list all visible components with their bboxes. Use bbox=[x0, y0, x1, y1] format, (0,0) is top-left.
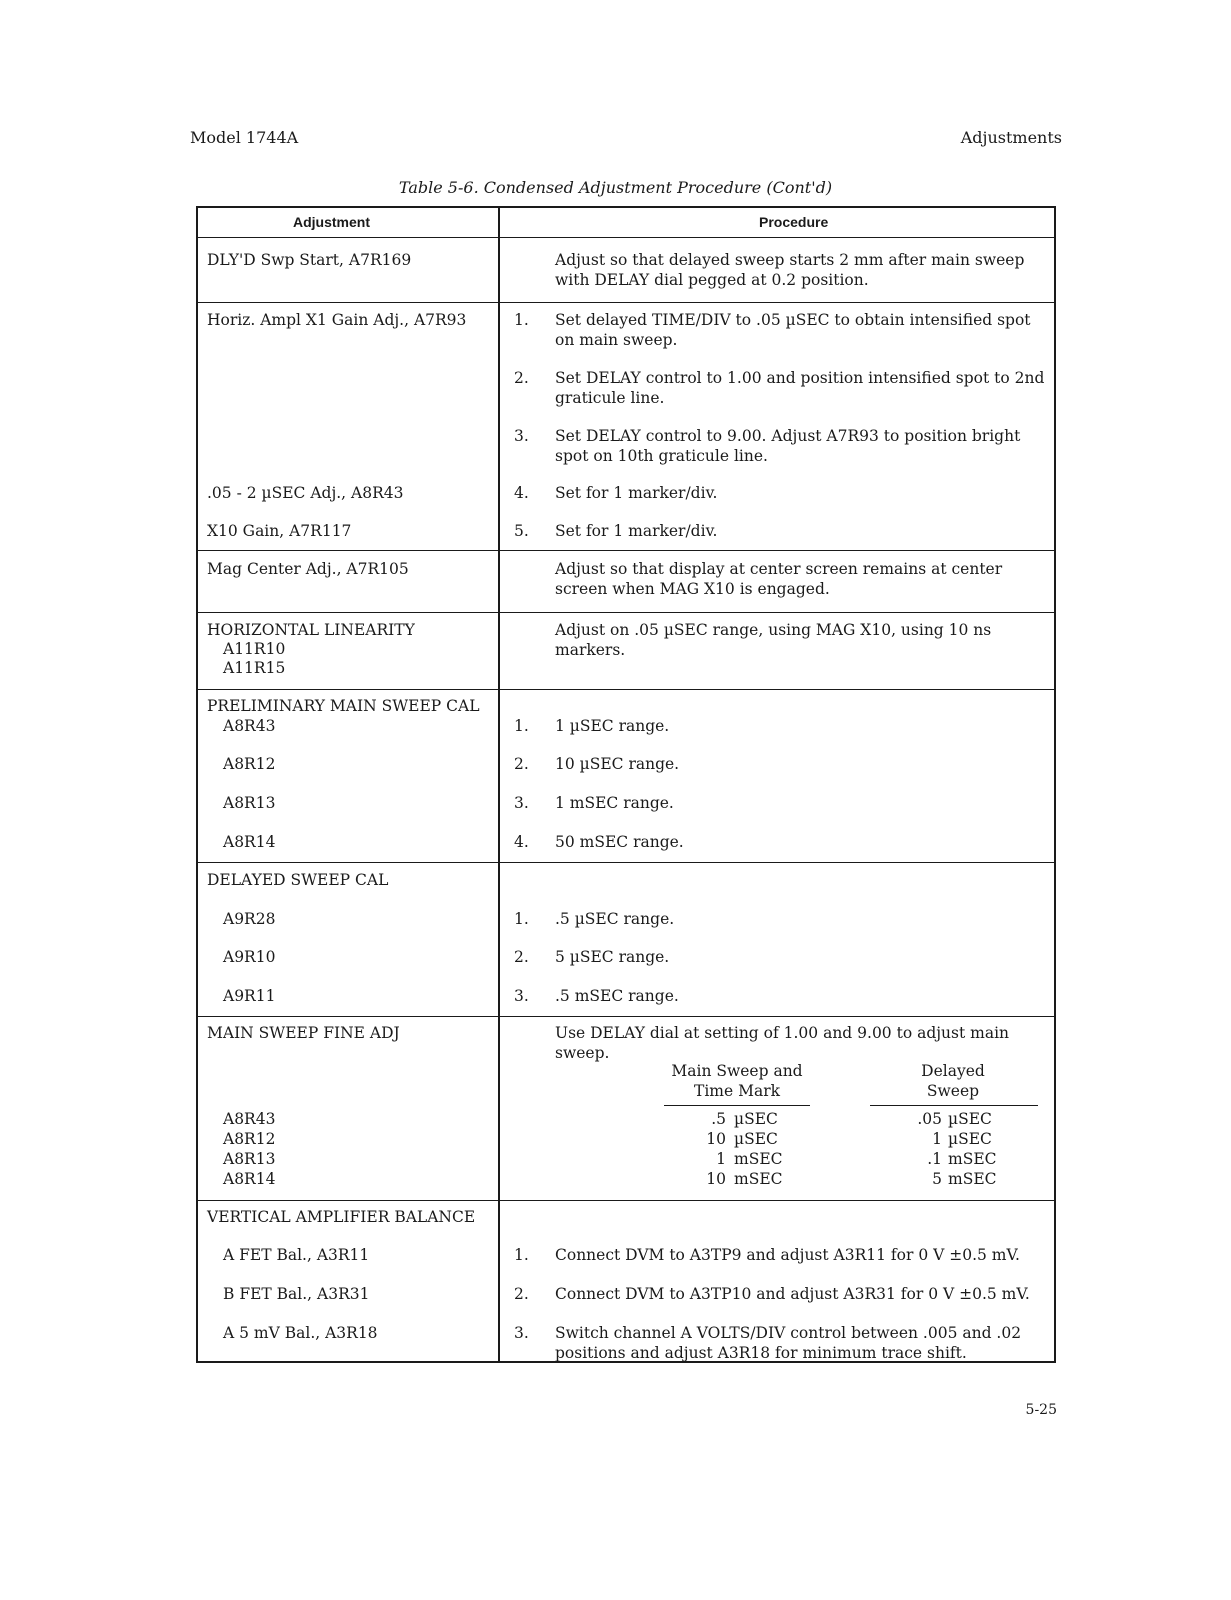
adj-sub-item: A8R12 bbox=[223, 755, 276, 773]
step-number: 2. bbox=[514, 369, 529, 387]
step-text: 10 µSEC range. bbox=[555, 755, 680, 773]
step-text: 5 µSEC range. bbox=[555, 948, 670, 966]
proc-dlyd-swp-start: Adjust so that delayed sweep starts 2 mm after main sweep with DELAY dial pegged at 0.2 position. bbox=[555, 251, 1025, 289]
step-text: Set for 1 marker/div. bbox=[555, 484, 718, 502]
adj-vertical-amplifier-balance: VERTICAL AMPLIFIER BALANCE bbox=[207, 1208, 476, 1226]
adj-sub-a11r10: A11R10 bbox=[223, 640, 286, 658]
adj-sub-item: A FET Bal., A3R11 bbox=[223, 1246, 370, 1264]
running-header-model: Model 1744A bbox=[190, 128, 299, 147]
step-number: 1. bbox=[514, 717, 529, 735]
subtable-header-line: Delayed bbox=[921, 1062, 985, 1080]
adj-sub-item: A8R13 bbox=[223, 1150, 276, 1168]
step-number: 5. bbox=[514, 522, 529, 540]
main-sweep-unit: mSEC bbox=[734, 1170, 783, 1188]
row-divider bbox=[198, 689, 1054, 690]
row-divider bbox=[198, 612, 1054, 613]
row-divider bbox=[198, 1200, 1054, 1201]
adj-horizontal-linearity: HORIZONTAL LINEARITY bbox=[207, 621, 415, 639]
adj-sub-item: A9R28 bbox=[223, 910, 276, 928]
adj-main-sweep-fine: MAIN SWEEP FINE ADJ bbox=[207, 1024, 400, 1042]
step-number: 1. bbox=[514, 910, 529, 928]
main-sweep-value: .5 bbox=[711, 1110, 726, 1128]
step-number: 2. bbox=[514, 1285, 529, 1303]
adj-delayed-sweep-cal: DELAYED SWEEP CAL bbox=[207, 871, 389, 889]
step-text: .5 µSEC range. bbox=[555, 910, 675, 928]
step-text: Switch channel A VOLTS/DIV control between .005 and .02 positions and adjust A3R18 for minimum trace shift. bbox=[555, 1324, 1022, 1362]
column-divider bbox=[498, 208, 500, 1361]
subtable-header-line: Time Mark bbox=[693, 1082, 780, 1100]
adj-sub-item: A9R10 bbox=[223, 948, 276, 966]
step-text: Connect DVM to A3TP9 and adjust A3R11 for 0 V ±0.5 mV. bbox=[555, 1246, 1020, 1264]
adj-05-2-usec: .05 - 2 µSEC Adj., A8R43 bbox=[207, 484, 404, 502]
page-number: 5-25 bbox=[1025, 1402, 1057, 1418]
subtable-rule bbox=[664, 1105, 810, 1106]
column-header-adjustment: Adjustment bbox=[293, 214, 370, 230]
step-text: 1 mSEC range. bbox=[555, 794, 674, 812]
subtable-header-line: Sweep bbox=[926, 1082, 980, 1100]
main-sweep-value: 10 bbox=[706, 1130, 726, 1148]
adjustment-table bbox=[196, 206, 1056, 1363]
step-text: Set for 1 marker/div. bbox=[555, 522, 718, 540]
adj-sub-item: A8R14 bbox=[223, 833, 276, 851]
step-number: 4. bbox=[514, 484, 529, 502]
row-divider bbox=[198, 302, 1054, 303]
table-caption: Table 5-6. Condensed Adjustment Procedure (Cont'd) bbox=[398, 178, 833, 197]
step-text: .5 mSEC range. bbox=[555, 987, 679, 1005]
main-sweep-unit: µSEC bbox=[734, 1110, 778, 1128]
delayed-sweep-unit: µSEC bbox=[948, 1130, 992, 1148]
step-number: 3. bbox=[514, 794, 529, 812]
delayed-sweep-unit: mSEC bbox=[948, 1170, 997, 1188]
step-text: 50 mSEC range. bbox=[555, 833, 684, 851]
main-sweep-value: 1 bbox=[716, 1150, 726, 1168]
step-number: 3. bbox=[514, 987, 529, 1005]
adj-sub-item: A8R13 bbox=[223, 794, 276, 812]
proc-horizontal-linearity: Adjust on .05 µSEC range, using MAG X10, using 10 ns markers. bbox=[555, 621, 992, 659]
delayed-sweep-value: 1 bbox=[932, 1130, 942, 1148]
delayed-sweep-value: .05 bbox=[917, 1110, 942, 1128]
adj-sub-item: B FET Bal., A3R31 bbox=[223, 1285, 370, 1303]
step-text: 1 µSEC range. bbox=[555, 717, 670, 735]
adj-mag-center: Mag Center Adj., A7R105 bbox=[207, 560, 409, 578]
adj-preliminary-main-sweep-cal: PRELIMINARY MAIN SWEEP CAL bbox=[207, 697, 480, 715]
adj-horiz-ampl-x1-gain: Horiz. Ampl X1 Gain Adj., A7R93 bbox=[207, 311, 467, 329]
row-divider bbox=[198, 550, 1054, 551]
adj-sub-item: A8R43 bbox=[223, 717, 276, 735]
step-number: 2. bbox=[514, 948, 529, 966]
adj-sub-a11r15: A11R15 bbox=[223, 659, 286, 677]
subtable-header-delayed-sweep bbox=[888, 1061, 1018, 1101]
step-number: 3. bbox=[514, 427, 529, 445]
row-divider bbox=[198, 1016, 1054, 1017]
adj-x10-gain: X10 Gain, A7R117 bbox=[207, 522, 352, 540]
delayed-sweep-unit: µSEC bbox=[948, 1110, 992, 1128]
step-number: 4. bbox=[514, 833, 529, 851]
main-sweep-value: 10 bbox=[706, 1170, 726, 1188]
adj-dlyd-swp-start: DLY'D Swp Start, A7R169 bbox=[207, 251, 412, 269]
adj-sub-item: A8R14 bbox=[223, 1170, 276, 1188]
adj-sub-item: A9R11 bbox=[223, 987, 276, 1005]
step-text: Set delayed TIME/DIV to .05 µSEC to obtain intensified spot on main sweep. bbox=[555, 311, 1031, 349]
subtable-header-line: Main Sweep and bbox=[671, 1062, 803, 1080]
step-text: Set DELAY control to 1.00 and position intensified spot to 2nd graticule line. bbox=[555, 369, 1045, 407]
delayed-sweep-value: .1 bbox=[927, 1150, 942, 1168]
adj-sub-item: A8R43 bbox=[223, 1110, 276, 1128]
column-header-procedure: Procedure bbox=[759, 214, 829, 230]
delayed-sweep-unit: mSEC bbox=[948, 1150, 997, 1168]
delayed-sweep-value: 5 bbox=[932, 1170, 942, 1188]
proc-main-sweep-fine: Use DELAY dial at setting of 1.00 and 9.00 to adjust main sweep. bbox=[555, 1024, 1010, 1062]
step-text: Set DELAY control to 9.00. Adjust A7R93 to position bright spot on 10th graticule line. bbox=[555, 427, 1021, 465]
step-number: 3. bbox=[514, 1324, 529, 1342]
subtable-rule bbox=[870, 1105, 1038, 1106]
header-divider bbox=[198, 237, 1054, 238]
row-divider bbox=[198, 862, 1054, 863]
step-number: 2. bbox=[514, 755, 529, 773]
adj-sub-item: A 5 mV Bal., A3R18 bbox=[223, 1324, 378, 1342]
step-text: Connect DVM to A3TP10 and adjust A3R31 for 0 V ±0.5 mV. bbox=[555, 1285, 1030, 1303]
step-number: 1. bbox=[514, 311, 529, 329]
subtable-header-main-sweep bbox=[664, 1061, 810, 1101]
main-sweep-unit: mSEC bbox=[734, 1150, 783, 1168]
step-number: 1. bbox=[514, 1246, 529, 1264]
running-header-section: Adjustments bbox=[960, 128, 1062, 147]
proc-mag-center: Adjust so that display at center screen remains at center screen when MAG X10 is engaged. bbox=[555, 560, 1003, 598]
adj-sub-item: A8R12 bbox=[223, 1130, 276, 1148]
main-sweep-unit: µSEC bbox=[734, 1130, 778, 1148]
